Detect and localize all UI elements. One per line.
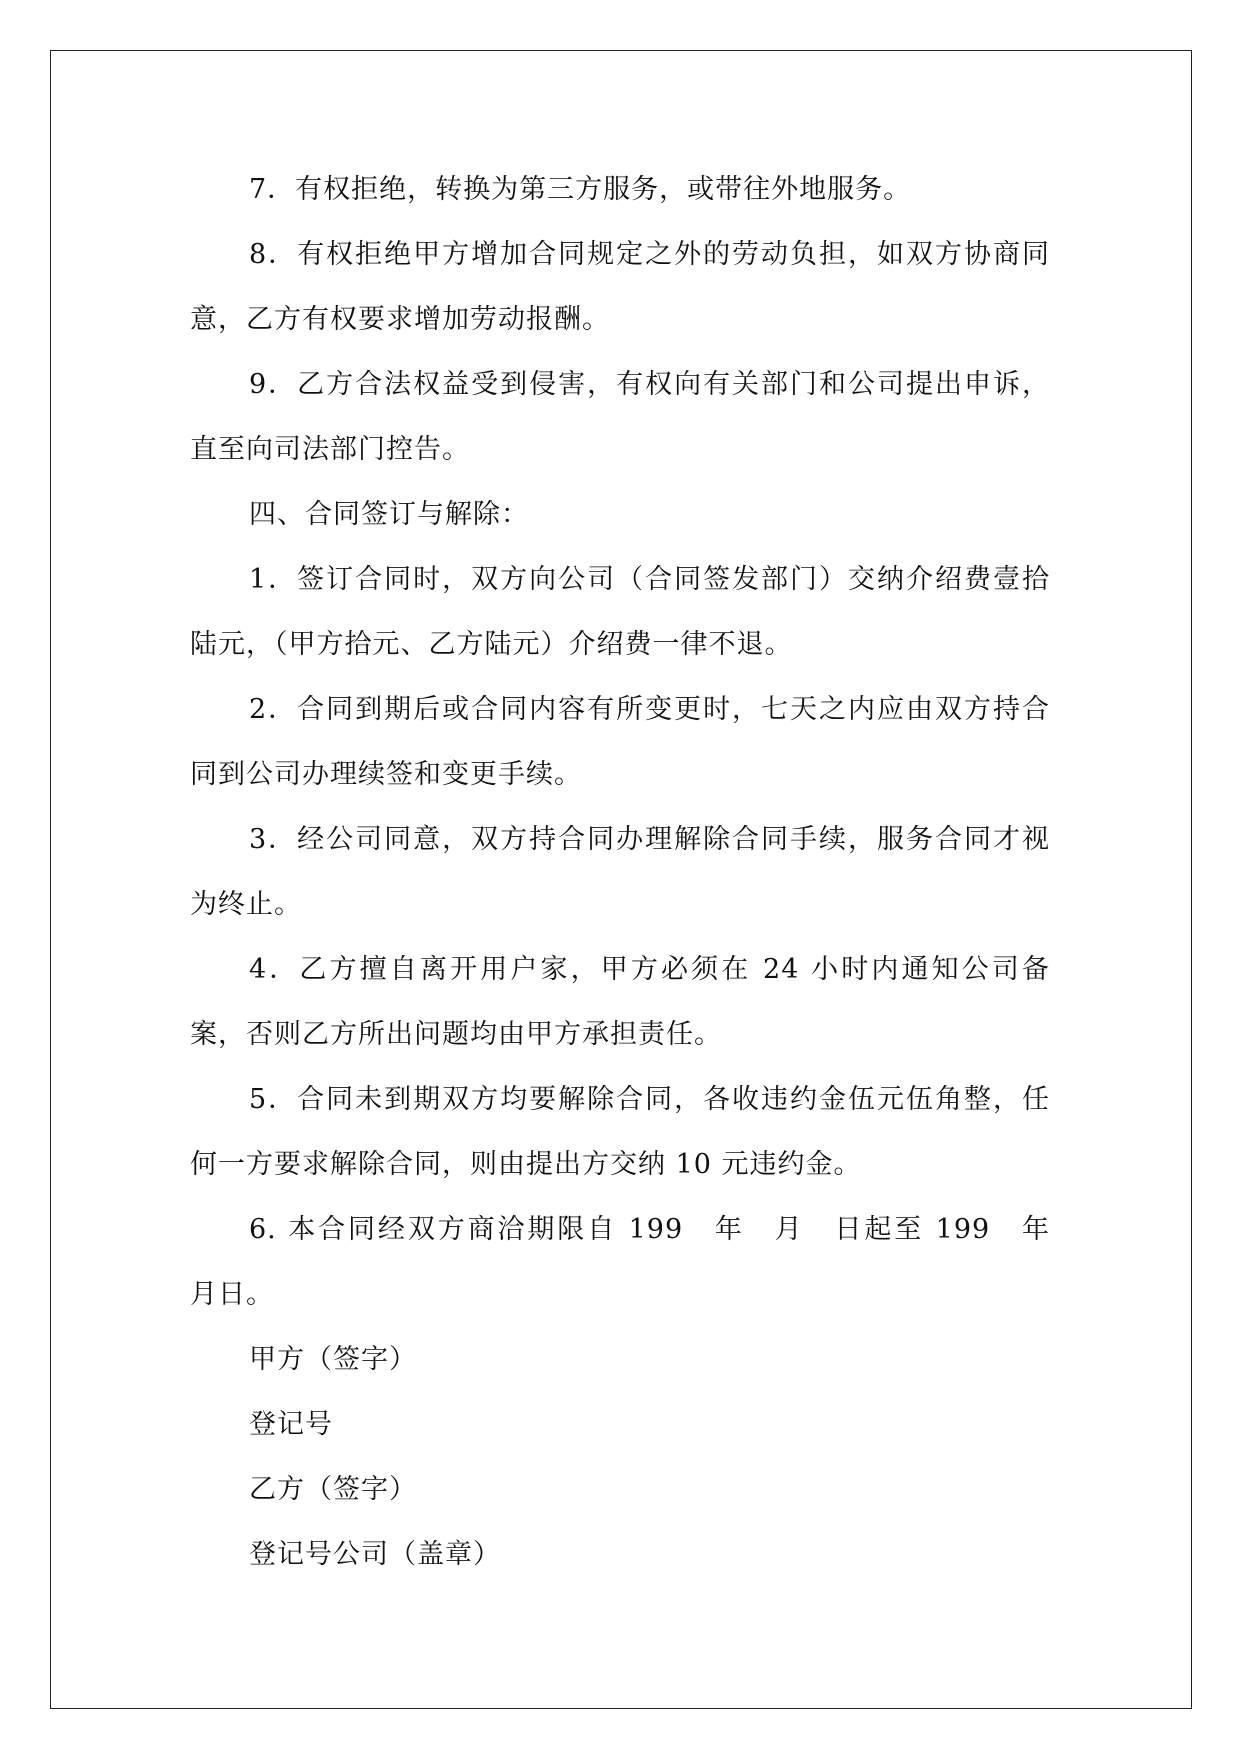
section-4-clause-1: 1．签订合同时，双方向公司（合同签发部门）交纳介绍费壹拾陆元，（甲方拾元、乙方陆元）介绍费一律不退。: [190, 564, 1050, 660]
section-4-clause-6: 6. 本合同经双方商洽期限自 199 年 月 日起至 199 年 月日。: [190, 1214, 1078, 1310]
clause-9: 9．乙方合法权益受到侵害，有权向有关部门和公司提出申诉，直至向司法部门控告。: [190, 369, 1050, 465]
party-b-registration-company-seal: 登记号公司（盖章）: [249, 1539, 501, 1570]
section-4-clause-3: 3．经公司同意，双方持合同办理解除合同手续，服务合同才视为终止。: [190, 824, 1050, 920]
clause-8: 8．有权拒绝甲方增加合同规定之外的劳动负担，如双方协商同意，乙方有权要求增加劳动报酬。: [190, 239, 1050, 335]
clause-7: 7．有权拒绝，转换为第三方服务，或带往外地服务。: [249, 174, 912, 205]
section-4-clause-2: 2．合同到期后或合同内容有所变更时，七天之内应由双方持合同到公司办理续签和变更手续。: [190, 694, 1050, 790]
party-b-signature: 乙方（签字）: [249, 1474, 417, 1505]
section-heading-4: 四、合同签订与解除：: [249, 499, 529, 530]
section-4-clause-5: 5．合同未到期双方均要解除合同，各收违约金伍元伍角整，任何一方要求解除合同，则由提出方交纳 10 元违约金。: [190, 1084, 1050, 1180]
party-a-registration-number: 登记号: [249, 1409, 333, 1440]
section-4-clause-4: 4．乙方擅自离开用户家，甲方必须在 24 小时内通知公司备案，否则乙方所出问题均由甲方承担责任。: [190, 954, 1050, 1050]
party-a-signature: 甲方（签字）: [249, 1344, 417, 1375]
document-body: [190, 157, 1078, 1587]
